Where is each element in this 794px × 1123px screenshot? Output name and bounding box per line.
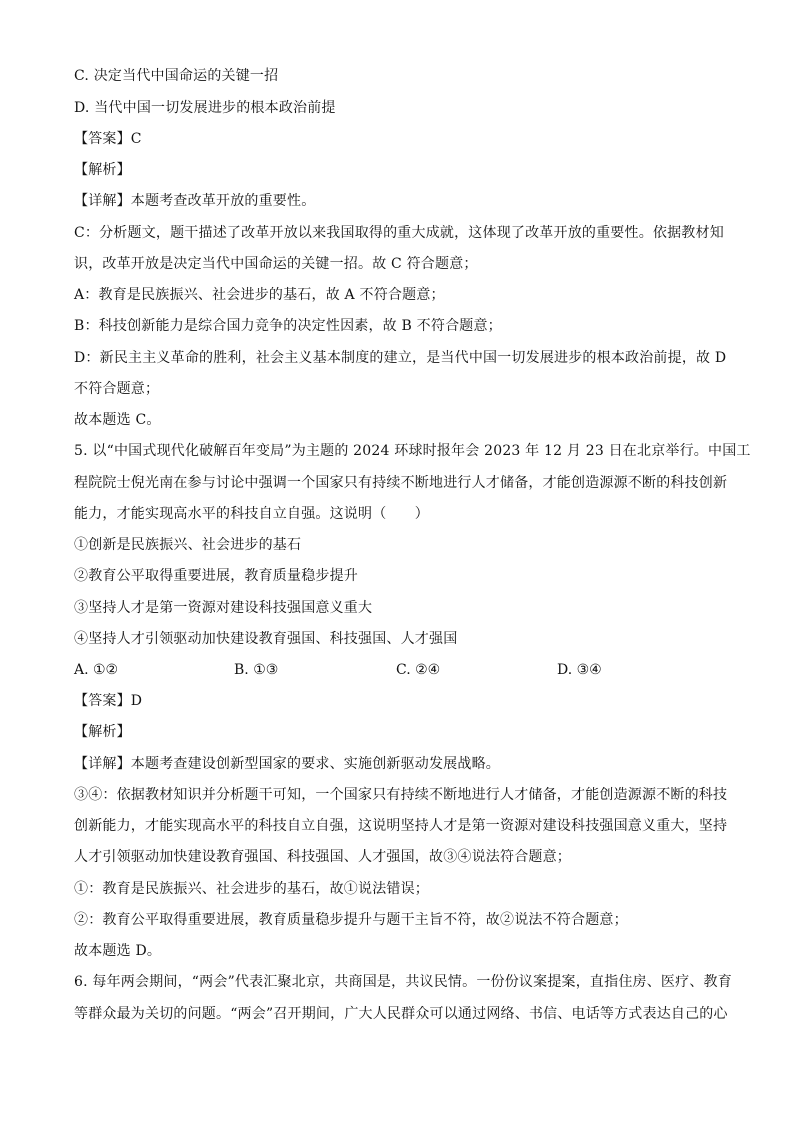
statement-4: ④坚持人才引领驱动加快建设教育强国、科技强国、人才强国 [74,631,458,647]
explanation-line: A：教育是民族振兴、社会进步的基石，故 A 不符合题意； [74,287,445,303]
choice-d: D. ③④ [557,662,602,678]
explanation-line: ②：教育公平取得重要进展，教育质量稳步提升与题干主旨不符，故②说法不符合题意； [74,912,628,928]
explanation-line: ①：教育是民族振兴、社会进步的基石，故①说法错误； [74,881,429,897]
statement-3: ③坚持人才是第一资源对建设科技强国意义重大 [74,600,373,616]
choice-a: A. ①② [74,662,119,678]
question-5-stem: 5. 以“中国式现代化破解百年变局”为主题的 2024 环球时报年会 2023 年 12 月 23 日在北京举行。中国工 [74,443,751,459]
explanation-line: D：新民主主义革命的胜利，社会主义基本制度的建立，是当代中国一切发展进步的根本政治前提，故 D [74,350,727,366]
explanation-line: 人才引领驱动加快建设教育强国、科技强国、人才强国，故③④说法符合题意； [74,849,571,865]
statement-1: ①创新是民族振兴、社会进步的基石 [74,537,302,553]
explanation-line: 创新能力，才能实现高水平的科技自立自强，这说明坚持人才是第一资源对建设科技强国意义重大，坚持 [74,818,728,834]
question-6-stem: 等群众最为关切的问题。“两会”召开期间，广大人民群众可以通过网络、书信、电话等方式表达自己的心 [74,1006,728,1022]
conclusion-line: 故本题选 C。 [74,412,161,428]
statement-2: ②教育公平取得重要进展，教育质量稳步提升 [74,568,358,584]
question-5-stem: 程院院士倪光南在参与讨论中强调一个国家只有持续不断地进行人才储备，才能创造源源不断的科技创新 [74,475,728,491]
question-5-stem: 能力，才能实现高水平的科技自立自强。这说明（ ） [74,506,429,522]
analysis-label: 【解析】 [74,724,131,740]
explanation-line: 识，改革开放是决定当代中国命运的关键一招。故 C 符合题意； [74,256,478,272]
conclusion-line: 故本题选 D。 [74,943,162,959]
choice-c: C. ②④ [396,662,441,678]
explanation-line: B：科技创新能力是综合国力竞争的决定性因素，故 B 不符合题意； [74,318,502,334]
explanation-line: ③④：依据教材知识并分析题干可知，一个国家只有持续不断地进行人才储备，才能创造源源不断的科技 [74,787,728,803]
explanation-line: 不符合题意； [74,381,160,397]
answer-label: 【答案】C [74,131,142,147]
detail-line: 【详解】本题考查改革开放的重要性。 [74,193,316,209]
answer-label: 【答案】D [74,693,143,709]
choice-b: B. ①③ [234,662,279,678]
option-c-line: C. 决定当代中国命运的关键一招 [74,68,279,84]
analysis-label: 【解析】 [74,162,131,178]
explanation-line: C：分析题文，题干描述了改革开放以来我国取得的重大成就，这体现了改革开放的重要性。依据教材知 [74,225,724,241]
detail-line: 【详解】本题考查建设创新型国家的要求、实施创新驱动发展战略。 [74,756,500,772]
option-d-line: D. 当代中国一切发展进步的根本政治前提 [74,100,336,116]
question-6-stem: 6. 每年两会期间，“两会”代表汇聚北京，共商国是，共议民情。一份份议案提案，直指住房、医疗、教育 [74,974,732,990]
